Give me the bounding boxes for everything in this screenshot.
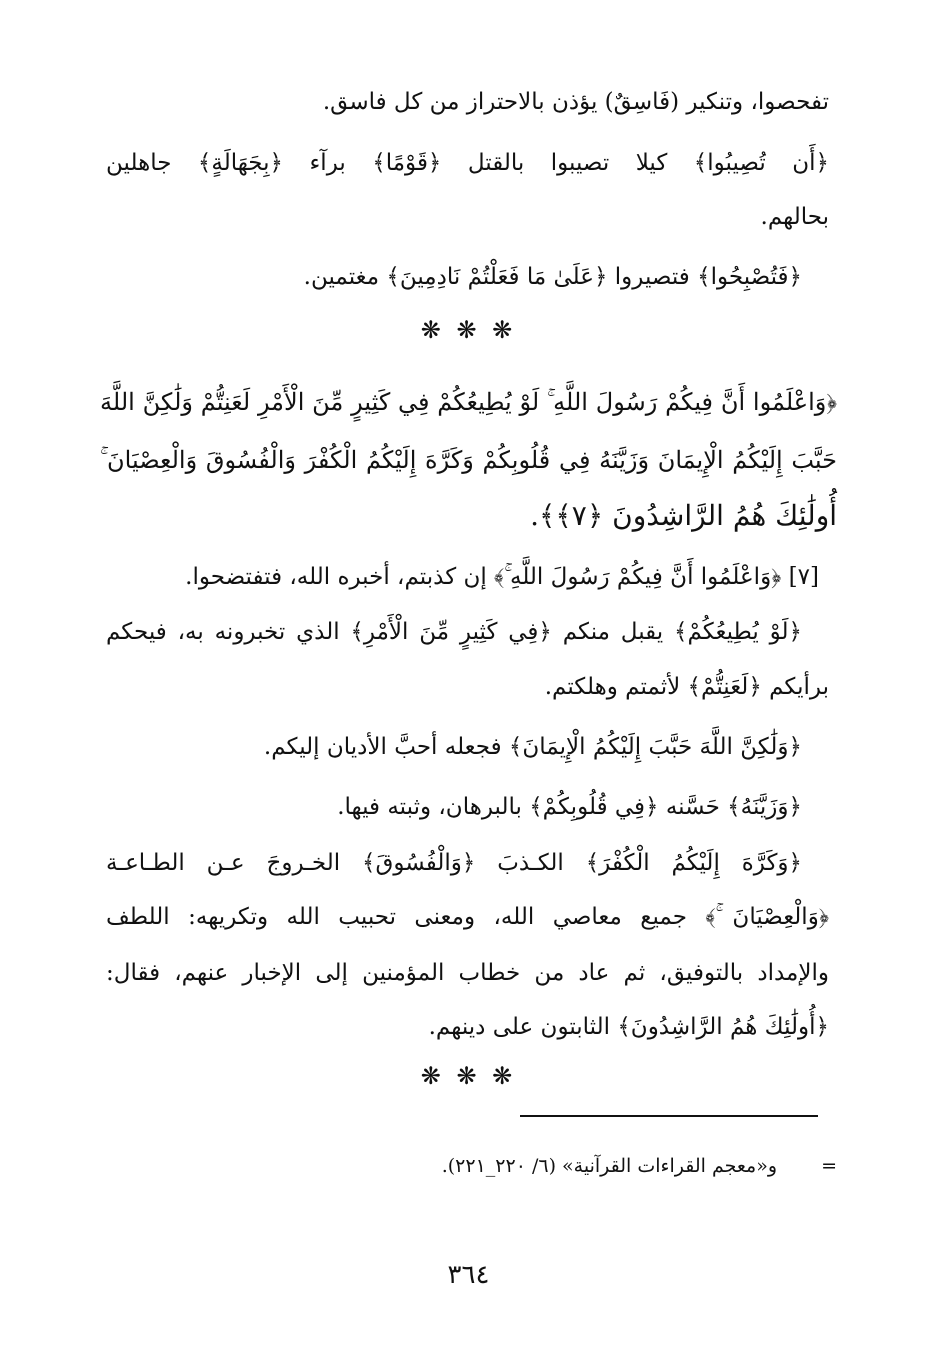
footnote-rule (520, 1115, 818, 1117)
commentary-line-7: ﴿وَالْعِصْيَانَ ۚ﴾ جميع معاصي الله، ومعنى تحبيب الله وتكريهه: اللطف (106, 904, 829, 930)
text-line-4: ﴿فَتُصْبِحُوا﴾ فتصيروا ﴿عَلَىٰ مَا فَعَلْتُمْ نَادِمِينَ﴾ مغتمين. (303, 264, 802, 290)
text-line-2: ﴿أَن تُصِيبُوا﴾ كيلا تصيبوا بالقتل ﴿قَوْمًا﴾ برآء ﴿بِجَهَالَةٍ﴾ جاهلين (106, 150, 829, 176)
commentary-line-6: ﴿وَكَرَّهَ إِلَيْكُمُ الْكُفْرَ﴾ الكـذبَ ﴿وَالْفُسُوقَ﴾ الخـروجَ عـن الطـاعـة (106, 850, 802, 876)
text-line-3: بحالهم. (760, 204, 829, 230)
commentary-line-8: والإمداد بالتوفيق، ثم عاد من خطاب المؤمنين إلى الإخبار عنهم، فقال: (106, 960, 829, 986)
commentary-line-9: ﴿أُولَٰئِكَ هُمُ الرَّاشِدُونَ﴾ الثابتون على دينهم. (428, 1014, 829, 1040)
section-separator-top: ❋ ❋ ❋ (420, 316, 517, 344)
verse-line-1: ﴿وَاعْلَمُوا أَنَّ فِيكُمْ رَسُولَ اللَّهِ ۚ لَوْ يُطِيعُكُمْ فِي كَثِيرٍ مِّنَ الْأَمْرِ لَعَنِتُّمْ وَلَٰكِنَّ اللَّهَ (100, 388, 837, 416)
commentary-line-5: ﴿وَزَيَّنَهُ﴾ حَسَّنه ﴿فِي قُلُوبِكُمْ﴾ بالبرهان، وثبته فيها. (337, 794, 802, 820)
section-separator-bottom: ❋ ❋ ❋ (420, 1062, 517, 1090)
commentary-line-2: ﴿لَوْ يُطِيعُكُمْ﴾ يقبل منكم ﴿فِي كَثِيرٍ مِّنَ الْأَمْرِ﴾ الذي تخبرونه به، فيحكم (106, 619, 802, 645)
footnote-continuation-marker: = (821, 1155, 837, 1177)
text-line-1: تفحصوا، وتنكير (فَاسِقٌ) يؤذن بالاحتراز من كل فاسق. (322, 89, 829, 115)
page-number: ٣٦٤ (447, 1260, 490, 1290)
commentary-line-4: ﴿وَلَٰكِنَّ اللَّهَ حَبَّبَ إِلَيْكُمُ الْإِيمَانَ﴾ فجعله أحبَّ الأديان إليكم. (263, 734, 802, 760)
verse-line-3: أُولَٰئِكَ هُمُ الرَّاشِدُونَ ﴿٧﴾﴾. (530, 499, 837, 532)
commentary-line-3: برأيكم ﴿لَعَنِتُّمْ﴾ لأثمتم وهلكتم. (544, 674, 829, 700)
footnote-text: و«معجم القراءات القرآنية» (٦/ ٢٢٠_٢٢١). (441, 1155, 777, 1177)
verse-line-2: حَبَّبَ إِلَيْكُمُ الْإِيمَانَ وَزَيَّنَهُ فِي قُلُوبِكُمْ وَكَرَّهَ إِلَيْكُمُ الْكُفْرَ وَالْفُسُوقَ وَالْعِصْيَانَ ۚ (100, 446, 837, 474)
commentary-line-1: [٧] ﴿وَاعْلَمُوا أَنَّ فِيكُمْ رَسُولَ اللَّهِ ۚ﴾ إن كذبتم، أخبره الله، فتفتضحوا. (185, 564, 819, 590)
